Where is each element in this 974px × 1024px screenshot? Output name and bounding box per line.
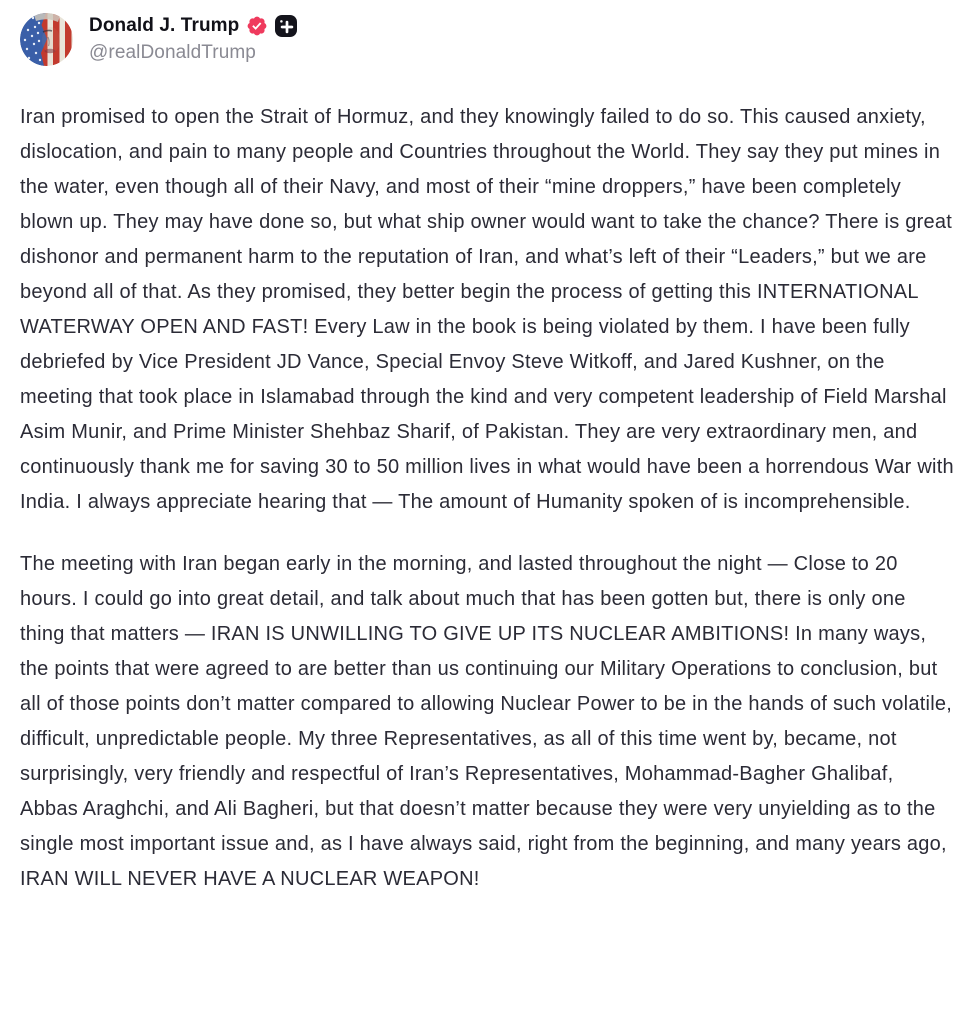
author-name-row xyxy=(89,15,297,37)
donor-plus-badge-icon xyxy=(275,15,297,37)
post-header xyxy=(20,13,954,66)
verified-badge-icon xyxy=(246,15,268,37)
post-paragraph-1: Iran promised to open the Strait of Hormuz, and they knowingly failed to do so. This caused anxiety, dislocation, and pain to many people and Countries throughout the World. They say they put mines in the water, even though all of their Navy, and most of their “mine droppers,” have been completely blown up. They may have done so, but what ship owner would want to take the chance? There is great dishonor and permanent harm to the reputation of Iran, and what’s left of their “Leaders,” but we are beyond all of that. As they promised, they better begin the process of getting this INTERNATIONAL WATERWAY OPEN AND FAST! Every Law in the book is being violated by them. I have been fully debriefed by Vice President JD Vance, Special Envoy Steve Witkoff, and Jared Kushner, on the meeting that took place in Islamabad through the kind and very competent leadership of Field Marshal Asim Munir, and Prime Minister Shehbaz Sharif, of Pakistan. They are very extraordinary men, and continuously thank me for saving 30 to 50 million lives in what would have been a horrendous War with India. I always appreciate hearing that — The amount of Humanity spoken of is incomprehensible. xyxy=(20,106,954,513)
post-body xyxy=(20,100,954,897)
post-paragraph-2: The meeting with Iran began early in the morning, and lasted throughout the night — Close to 20 hours. I could go into great detail, and talk about much that has been gotten but, there is only one thing that matters — IRAN IS UNWILLING TO GIVE UP ITS NUCLEAR AMBITIONS! In many ways, the points that were agreed to are better than us continuing our Military Operations to conclusion, but all of those points don’t matter compared to allowing Nuclear Power to be in the hands of such volatile, difficult, unpredictable people. My three Representatives, as all of this time went by, became, not surprisingly, very friendly and respectful of Iran’s Representatives, Mohammad-Bagher Ghalibaf, Abbas Araghchi, and Ali Bagheri, but that doesn’t matter because they were very unyielding as to the single most important issue and, as I have always said, right from the beginning, and many years ago, IRAN WILL NEVER HAVE A NUCLEAR WEAPON! xyxy=(20,553,953,890)
author-identity xyxy=(89,15,297,64)
author-display-name[interactable]: Donald J. Trump xyxy=(89,15,240,36)
avatar[interactable] xyxy=(20,13,73,66)
flag-face-avatar-image xyxy=(20,13,73,66)
author-handle[interactable]: @realDonaldTrump xyxy=(89,42,256,63)
